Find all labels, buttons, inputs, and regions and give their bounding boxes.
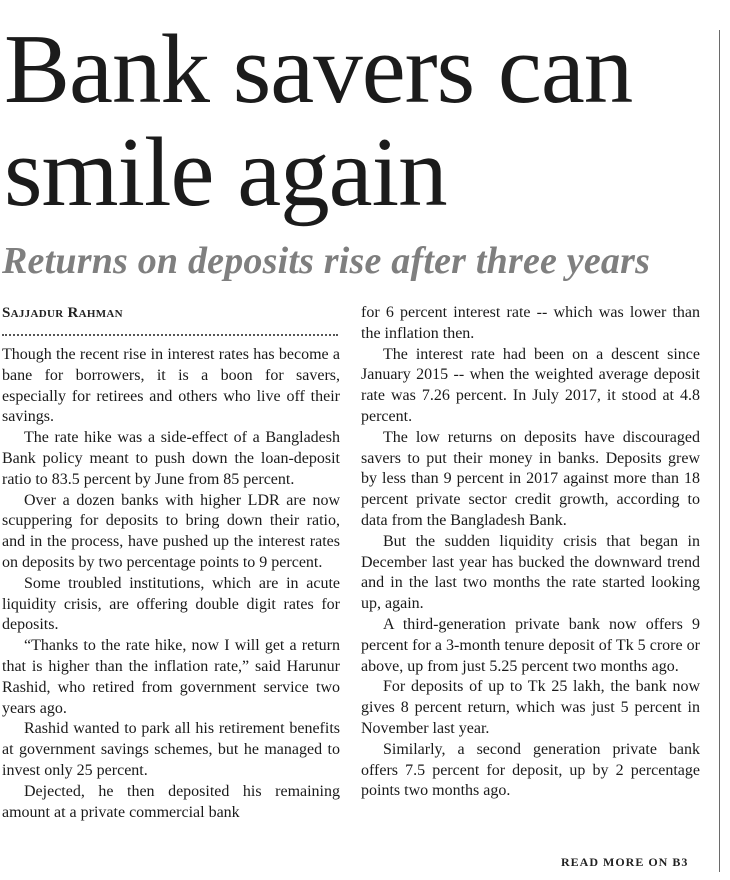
subheadline: Returns on deposits rise after three years (2, 240, 651, 282)
paragraph: For deposits of up to Tk 25 lakh, the bank now gives 8 percent return, which was just 5 percent in November last year. (361, 678, 700, 737)
read-more-link[interactable]: READ MORE ON B3 (561, 855, 689, 869)
paragraph: Some troubled institutions, which are in acute liquidity crisis, are offering double digit rates for deposits. (2, 574, 340, 634)
paragraph: A third-generation private bank now offers 9 percent for a 3-month tenure deposit of Tk 5 crore or above, up from just 5.25 percent two months ago. (361, 615, 700, 675)
paragraph: The interest rate had been on a descent since January 2015 -- when the weighted average deposit rate was 7.26 percent. In July 2017, it stood at 4.8 percent. (361, 345, 700, 425)
article-column-left (2, 345, 340, 823)
column-rule (719, 30, 720, 872)
paragraph: The rate hike was a side-effect of a Bangladesh Bank policy meant to push down the loan-deposit ratio to 83.5 percent by June from 85 percent. (2, 429, 340, 488)
byline-divider (2, 334, 338, 336)
headline: Bank savers can smile again (4, 15, 633, 227)
paragraph: The low returns on deposits have discouraged savers to put their money in banks. Deposits grew by less than 9 percent in 2017 against more than 18 percent private sector credit growth, according to data from the Bangladesh Bank. (361, 428, 700, 529)
paragraph: for 6 percent interest rate -- which was lower than the inflation then. (361, 304, 700, 342)
paragraph: “Thanks to the rate hike, now I will get a return that is higher than the inflation rate,” said Harunur Rashid, who retired from government service two years ago. (2, 637, 340, 717)
paragraph: Dejected, he then deposited his remaining amount at a private commercial bank (2, 782, 340, 821)
paragraph: Over a dozen banks with higher LDR are now scuppering for deposits to bring down their ratio, and in the process, have pushed up the interest rates on deposits by two percentage points to 9 percent. (2, 491, 340, 571)
byline: Sajjadur Rahman (2, 305, 123, 321)
paragraph: Rashid wanted to park all his retirement benefits at government savings schemes, but he managed to invest only 25 percent. (2, 720, 340, 779)
paragraph: Similarly, a second generation private bank offers 7.5 percent for deposit, up by 2 percentage points two months ago. (361, 740, 700, 800)
paragraph: But the sudden liquidity crisis that began in December last year has bucked the downward trend and in the last two months the rate started looking up, again. (361, 532, 700, 613)
paragraph: Though the recent rise in interest rates has become a bane for borrowers, it is a boon for savers, especially for retirees and others who live off their savings. (2, 346, 340, 426)
article-column-right (361, 303, 700, 802)
